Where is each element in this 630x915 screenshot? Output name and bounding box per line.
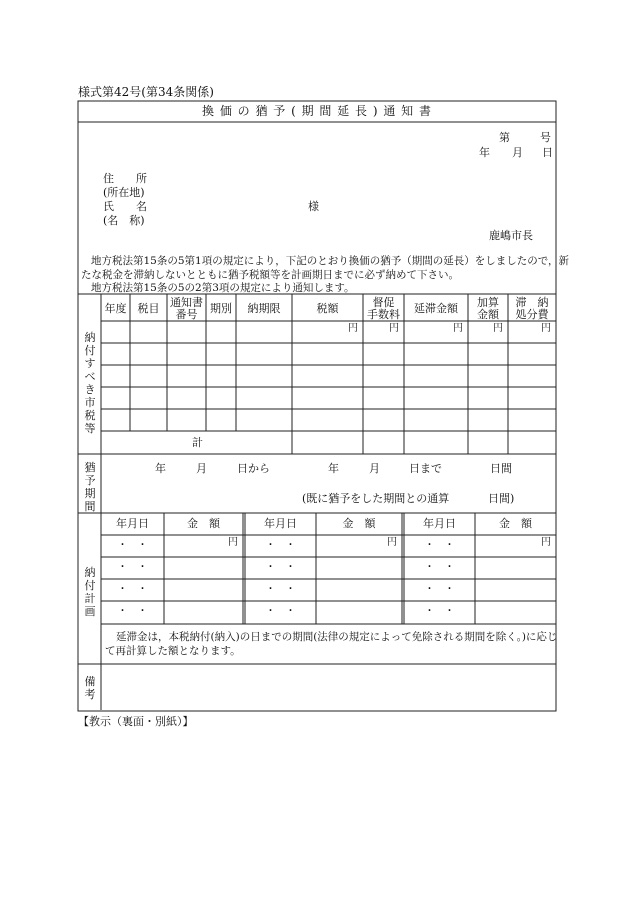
- yen-fee: 円: [389, 323, 399, 334]
- grace-combined-suffix: 日間): [488, 492, 515, 505]
- grace-day-to: 日まで: [409, 462, 442, 475]
- plan-date-1-3: ・ ・: [117, 584, 148, 595]
- plan-note-line-1: 延滞金は，本税納付(納入)の日までの期間(法律の規定によって免除される期間を除く。)に応じ: [116, 631, 558, 643]
- plan-date-header-3: 年月日: [423, 517, 456, 530]
- intro-line-3: 地方税法第15条の5の2第3項の規定により通知します。: [91, 282, 355, 294]
- yen-disposal: 円: [541, 323, 551, 334]
- address-sublabel: (所在地): [103, 186, 145, 199]
- plan-amount-header-3: 金 額: [499, 517, 532, 530]
- plan-yen-3: 円: [541, 537, 551, 548]
- header-due-date: 納期限: [247, 302, 281, 315]
- yen-additional: 円: [493, 323, 503, 334]
- header-tax-item: 税目: [137, 302, 160, 315]
- plan-date-3-4: ・ ・: [424, 606, 455, 617]
- date-day: 日: [542, 146, 553, 159]
- issuer-name: 鹿嶋市長: [489, 229, 533, 242]
- name-label: 氏 名: [103, 200, 147, 213]
- plan-amount-header-1: 金 額: [187, 517, 220, 530]
- header-year: 年度: [104, 302, 127, 315]
- remarks-label: 備考: [84, 675, 96, 701]
- header-additional-1: 加算: [477, 296, 499, 309]
- header-disposal-1: 滞 納: [515, 296, 549, 309]
- grace-combined-prefix: (既に猶予をした期間との通算: [302, 492, 450, 505]
- header-notice-number-1: 通知書: [170, 296, 203, 309]
- instruction-footer: 【教示（裏面・別紙）】: [78, 715, 194, 728]
- grace-period-label: 猶予期間: [84, 461, 96, 513]
- intro-line-1: 地方税法第15条の5第1項の規定により，下記のとおり換価の猶予（期間の延長）をしましたので，新: [91, 255, 570, 267]
- yen-delay: 円: [453, 323, 463, 334]
- plan-date-3-3: ・ ・: [424, 584, 455, 595]
- grace-year-to: 年: [328, 462, 339, 475]
- yen-tax-amount: 円: [348, 323, 358, 334]
- number-prefix: 第: [499, 131, 510, 144]
- plan-date-1-1: ・ ・: [117, 540, 148, 551]
- header-tax-amount: 税額: [316, 302, 339, 315]
- form-number-label: 様式第42号(第34条関係): [78, 85, 214, 99]
- plan-date-1-2: ・ ・: [117, 562, 148, 573]
- plan-date-2-2: ・ ・: [265, 562, 296, 573]
- grace-day-from: 日から: [237, 462, 270, 475]
- plan-yen-1: 円: [228, 537, 238, 548]
- plan-note-line-2: て再計算した額となります。: [105, 645, 241, 657]
- header-notice-number-2: 番号: [175, 308, 198, 321]
- grace-month-to: 月: [369, 462, 380, 475]
- plan-date-2-3: ・ ・: [265, 584, 296, 595]
- plan-date-2-1: ・ ・: [265, 540, 296, 551]
- plan-yen-2: 円: [387, 537, 397, 548]
- total-label: 計: [192, 436, 203, 449]
- honorific: 様: [308, 200, 319, 213]
- name-sublabel: (名 称): [103, 214, 145, 227]
- plan-date-header-2: 年月日: [264, 517, 297, 530]
- payment-plan-label: 納付計画: [84, 566, 96, 618]
- address-label: 住 所: [103, 172, 147, 185]
- header-period: 期別: [210, 302, 232, 315]
- header-delay-amount: 延滞金額: [414, 302, 458, 315]
- plan-date-3-2: ・ ・: [424, 562, 455, 573]
- plan-date-1-4: ・ ・: [117, 606, 148, 617]
- grace-month-from: 月: [196, 462, 207, 475]
- document-title: 換 価 の 猶 予 ( 期 間 延 長 ) 通 知 書: [202, 104, 432, 118]
- header-additional-2: 金額: [477, 308, 499, 321]
- grace-days: 日間: [490, 462, 512, 475]
- header-fee-2: 手数料: [367, 308, 400, 321]
- plan-amount-header-2: 金 額: [342, 517, 376, 530]
- date-year: 年: [479, 146, 490, 159]
- plan-date-header-1: 年月日: [116, 517, 149, 530]
- tax-section-label: 納付すべき市税等: [84, 331, 96, 435]
- date-month: 月: [512, 146, 523, 159]
- plan-date-2-4: ・ ・: [265, 606, 296, 617]
- grace-year-from: 年: [155, 462, 166, 475]
- number-suffix: 号: [540, 131, 551, 144]
- header-disposal-2: 処分費: [515, 308, 549, 321]
- plan-date-3-1: ・ ・: [424, 540, 455, 551]
- intro-line-2: たな税金を滞納しないとともに猶予税額等を計画期日までに必ず納めて下さい。: [81, 269, 459, 281]
- header-fee-1: 督促: [372, 296, 395, 309]
